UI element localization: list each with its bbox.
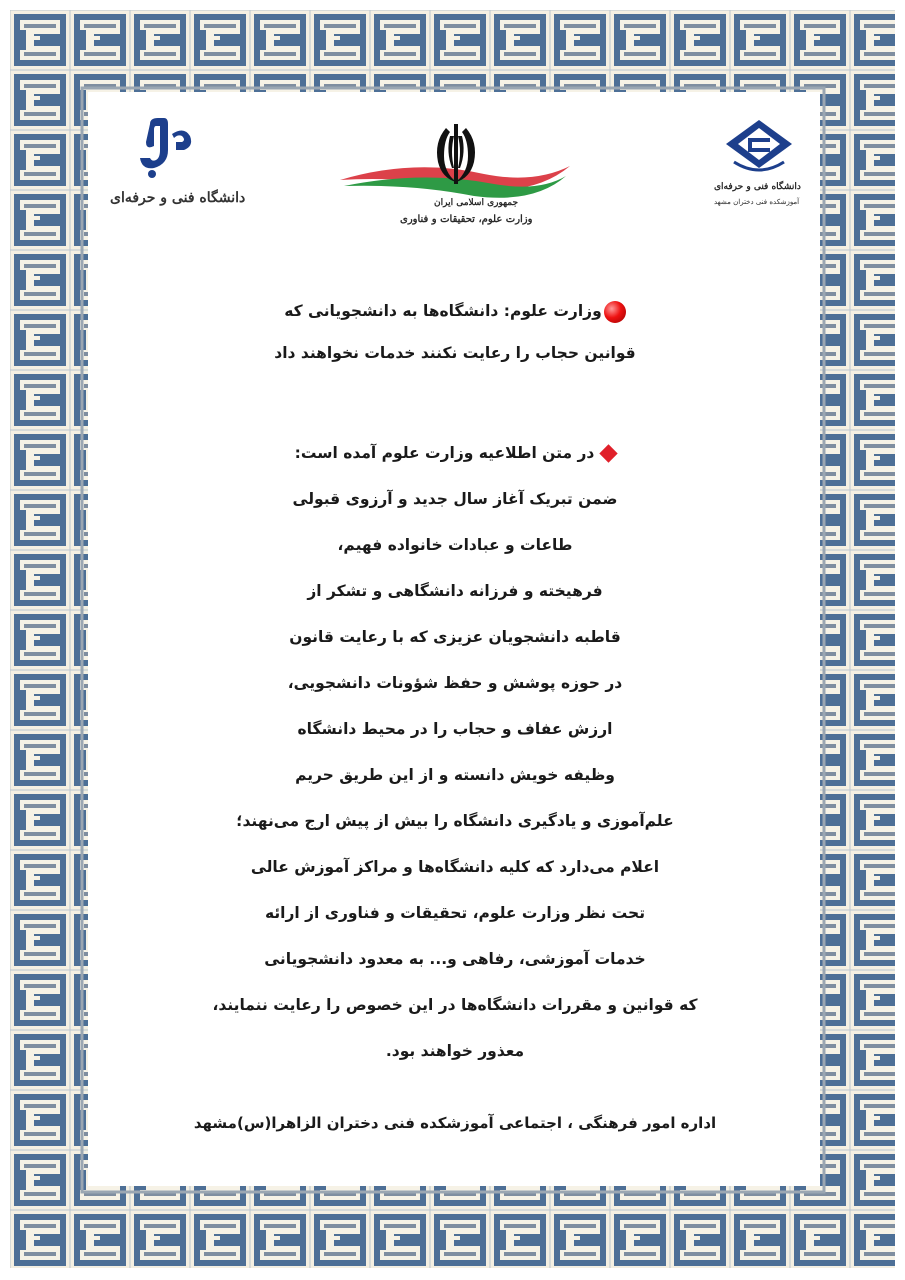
- college-logo-line2: آموزشکده فنی دختران مشهد: [714, 198, 800, 206]
- body-line: وظیفه خویش دانسته و از این طریق حریم: [295, 766, 615, 784]
- logos-row: [88, 100, 820, 250]
- body-line: ارزش عفاف و حجاب را در محیط دانشگاه: [297, 720, 613, 738]
- body-line: ضمن تبریک آغاز سال جدید و آرزوی قبولی: [292, 490, 618, 508]
- body-line: در حوزه پوشش و حفظ شؤونات دانشجویی،: [287, 674, 623, 692]
- ministry-logo-line2: وزارت علوم، تحقیقات و فناوری: [400, 214, 533, 225]
- body-line: تحت نظر وزارت علوم، تحقیقات و فناوری از ارائه: [264, 904, 646, 922]
- college-logo-line1: دانشگاه فنی و حرفه‌ای: [714, 182, 801, 192]
- body-line: قاطبه دانشجویان عزیزی که با رعایت قانون: [289, 628, 621, 646]
- college-logo: [714, 116, 804, 226]
- body-line: معذور خواهند بود.: [385, 1042, 525, 1060]
- headline-line-1: [150, 290, 760, 332]
- college-emblem-icon: [714, 116, 804, 180]
- spacer: [150, 374, 760, 430]
- body-line: خدمات آموزشی، رفاهی و... به معدود دانشجویانی: [264, 950, 646, 968]
- body-line: که قوانین و مقررات دانشگاه‌ها در این خصوص را رعایت ننمایند،: [212, 996, 698, 1014]
- red-diamond-bullet-icon: [600, 444, 618, 462]
- body-line: فرهیخته و فرزانه دانشگاهی و تشکر از: [307, 582, 603, 600]
- body-line: علم‌آموزی و یادگیری دانشگاه را بیش از پیش ارج می‌نهند؛: [236, 812, 674, 830]
- headline-line-1-text: وزارت علوم: دانشگاه‌ها به دانشجویانی که: [284, 302, 602, 320]
- announcement-content: [150, 290, 760, 1074]
- tvu-emblem-icon: [102, 116, 232, 186]
- intro-text: در متن اطلاعیه وزارت علوم آمده است:: [294, 444, 595, 462]
- iran-emblem-icon: [334, 118, 574, 208]
- tvu-logo: [102, 116, 246, 216]
- body-line: اعلام می‌دارد که کلیه دانشگاه‌ها و مراکز آموزش عالی: [250, 858, 660, 876]
- ministry-logo-line1: جمهوری اسلامی ایران: [434, 198, 519, 208]
- intro-line: [150, 430, 760, 476]
- signature-footer: اداره امور فرهنگی ، اجتماعی آموزشکده فنی دختران الزاهرا(س)مشهد: [193, 1114, 717, 1132]
- headline-line-2: قوانین حجاب را رعایت نکنند خدمات نخواهند داد: [274, 344, 636, 362]
- body-line: طاعات و عبادات خانواده فهیم،: [337, 536, 573, 554]
- ministry-logo: [334, 118, 574, 238]
- red-ball-bullet-icon: [604, 301, 626, 323]
- tvu-logo-text: دانشگاه فنی و حرفه‌ای: [110, 190, 246, 206]
